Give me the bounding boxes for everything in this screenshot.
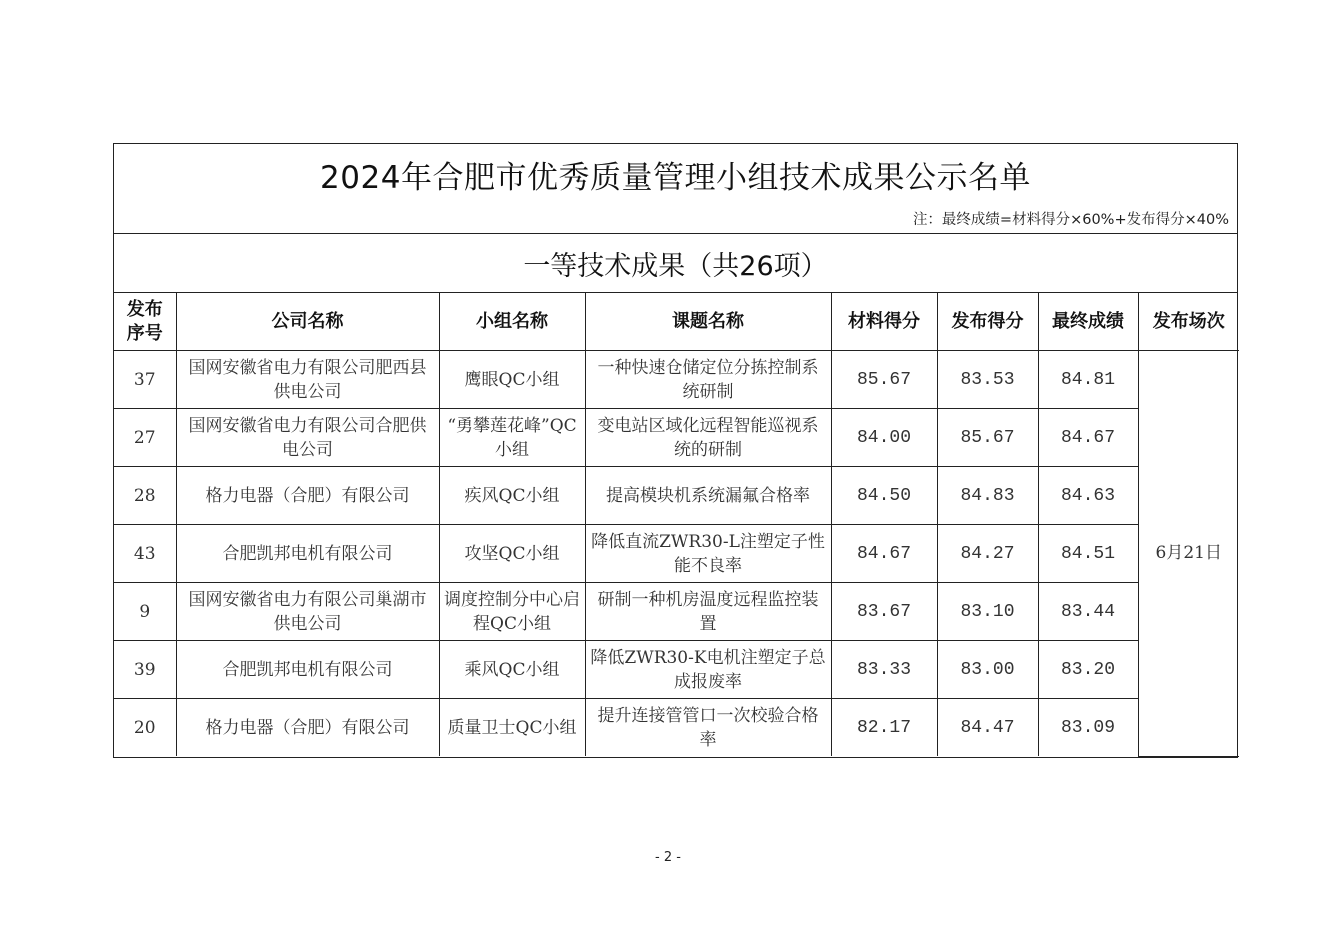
row-company: 格力电器（合肥）有限公司 [176, 699, 439, 757]
document-title: 2024年合肥市优秀质量管理小组技术成果公示名单 [320, 160, 1031, 196]
header-group: 小组名称 [439, 293, 585, 351]
row-no: 43 [114, 525, 176, 583]
row-company: 国网安徽省电力有限公司合肥供电公司 [176, 409, 439, 467]
row-topic: 变电站区域化远程智能巡视系统的研制 [585, 409, 831, 467]
row-presentation-score: 84.47 [937, 699, 1038, 757]
header-row [114, 293, 1239, 351]
row-topic: 一种快速仓储定位分拣控制系统研制 [585, 351, 831, 409]
header-final-score: 最终成绩 [1038, 293, 1138, 351]
row-material-score: 83.67 [831, 583, 937, 641]
row-presentation-score: 83.10 [937, 583, 1038, 641]
row-group: 鹰眼QC小组 [439, 351, 585, 409]
row-group: “勇攀莲花峰”QC小组 [439, 409, 585, 467]
table-row [114, 699, 1239, 757]
row-no: 28 [114, 467, 176, 525]
title-block [114, 144, 1237, 234]
row-no: 27 [114, 409, 176, 467]
row-final-score: 83.09 [1038, 699, 1138, 757]
row-final-score: 83.20 [1038, 641, 1138, 699]
row-company: 合肥凯邦电机有限公司 [176, 641, 439, 699]
row-material-score: 84.00 [831, 409, 937, 467]
page-number: - 2 - [655, 850, 681, 865]
header-session: 发布场次 [1138, 293, 1239, 351]
results-sheet [113, 143, 1238, 758]
table-row [114, 525, 1239, 583]
row-topic: 提升连接管管口一次校验合格率 [585, 699, 831, 757]
section-title: 一等技术成果（共26项） [523, 251, 828, 282]
row-presentation-score: 85.67 [937, 409, 1038, 467]
header-topic: 课题名称 [585, 293, 831, 351]
row-presentation-score: 84.83 [937, 467, 1038, 525]
row-company: 格力电器（合肥）有限公司 [176, 467, 439, 525]
row-material-score: 83.33 [831, 641, 937, 699]
row-topic: 研制一种机房温度远程监控装置 [585, 583, 831, 641]
row-material-score: 82.17 [831, 699, 937, 757]
row-group: 质量卫士QC小组 [439, 699, 585, 757]
row-no: 9 [114, 583, 176, 641]
row-no: 20 [114, 699, 176, 757]
section-block [114, 234, 1237, 293]
row-no: 37 [114, 351, 176, 409]
row-group: 攻坚QC小组 [439, 525, 585, 583]
row-presentation-score: 83.53 [937, 351, 1038, 409]
row-material-score: 84.67 [831, 525, 937, 583]
row-presentation-score: 84.27 [937, 525, 1038, 583]
session-date: 6月21日 [1138, 351, 1239, 757]
table-row [114, 409, 1239, 467]
row-final-score: 84.81 [1038, 351, 1138, 409]
row-company: 国网安徽省电力有限公司肥西县供电公司 [176, 351, 439, 409]
table-row [114, 641, 1239, 699]
header-no: 发布序号 [114, 293, 176, 351]
row-final-score: 83.44 [1038, 583, 1138, 641]
row-topic: 降低ZWR30-K电机注塑定子总成报废率 [585, 641, 831, 699]
row-presentation-score: 83.00 [937, 641, 1038, 699]
row-material-score: 85.67 [831, 351, 937, 409]
scoring-note: 注：最终成绩=材料得分×60%+发布得分×40% [912, 212, 1229, 228]
header-material-score: 材料得分 [831, 293, 937, 351]
results-table [114, 293, 1239, 757]
header-presentation-score: 发布得分 [937, 293, 1038, 351]
table-row [114, 583, 1239, 641]
row-company: 合肥凯邦电机有限公司 [176, 525, 439, 583]
row-group: 疾风QC小组 [439, 467, 585, 525]
row-group: 乘风QC小组 [439, 641, 585, 699]
row-final-score: 84.67 [1038, 409, 1138, 467]
row-final-score: 84.51 [1038, 525, 1138, 583]
row-final-score: 84.63 [1038, 467, 1138, 525]
table-row [114, 467, 1239, 525]
row-no: 39 [114, 641, 176, 699]
row-group: 调度控制分中心启程QC小组 [439, 583, 585, 641]
row-company: 国网安徽省电力有限公司巢湖市供电公司 [176, 583, 439, 641]
table-row [114, 351, 1239, 409]
row-material-score: 84.50 [831, 467, 937, 525]
header-company: 公司名称 [176, 293, 439, 351]
row-topic: 降低直流ZWR30-L注塑定子性能不良率 [585, 525, 831, 583]
row-topic: 提高模块机系统漏氟合格率 [585, 467, 831, 525]
